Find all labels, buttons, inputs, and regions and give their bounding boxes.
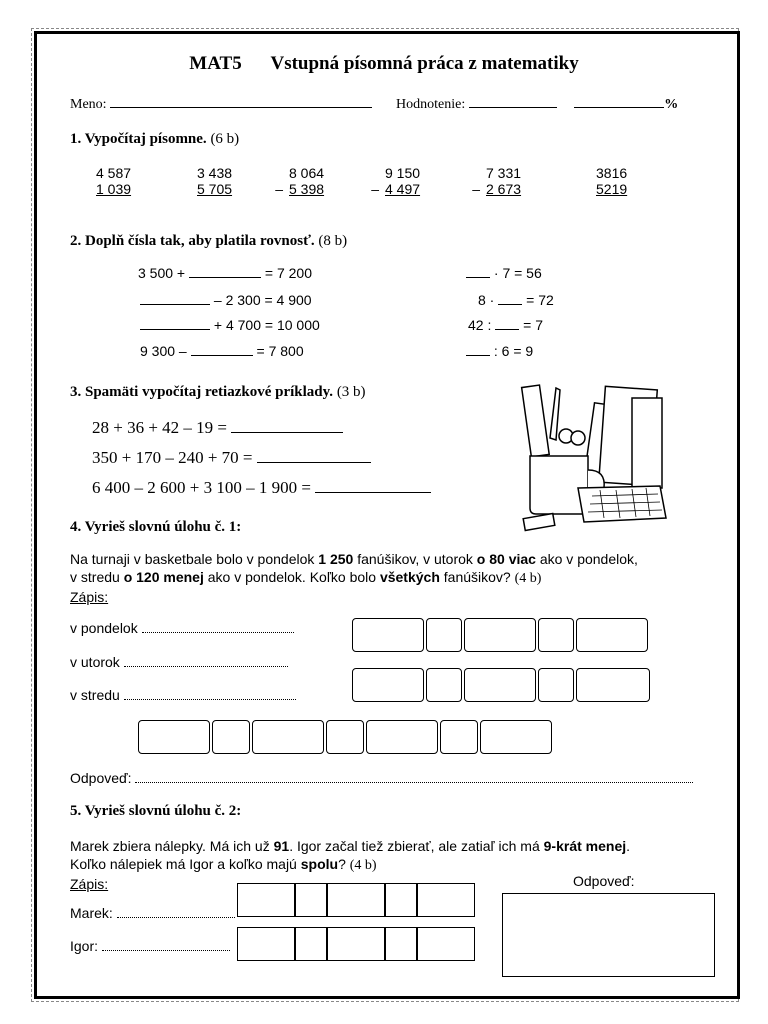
q1-operator: – (371, 181, 379, 197)
page-title (0, 53, 768, 75)
q5-zapis-label: Zápis: (70, 876, 109, 892)
answer-box[interactable] (464, 668, 536, 702)
q4-heading: 4. Vyrieš slovnú úlohu č. 1: (70, 519, 242, 535)
answer-box[interactable] (295, 883, 327, 917)
name-field[interactable] (70, 97, 372, 113)
q2-right-4[interactable]: : 6 = 9 (466, 343, 533, 359)
answer-box[interactable] (538, 668, 574, 702)
q1-operator: – (275, 181, 283, 197)
answer-box[interactable] (326, 720, 364, 754)
answer-box[interactable] (327, 927, 385, 961)
q4-answer-label: Odpoveď: (70, 770, 132, 786)
q5-answer-label: Odpoveď: (573, 873, 635, 889)
q5-heading: 5. Vyrieš slovnú úlohu č. 2: (70, 803, 242, 819)
answer-box[interactable] (237, 927, 295, 961)
answer-box[interactable] (417, 927, 475, 961)
q4-row-wednesday[interactable]: v stredu (70, 687, 296, 703)
q5-text: Marek zbiera nálepky. Má ich už 91. Igor začal tiež zbierať, ale zatiaľ ich má 9-krát menej. Koľko nálepiek má Igor a koľko majú spolu? (4 b) Zápis: (70, 838, 631, 892)
q5-answer-box[interactable] (502, 893, 715, 977)
q1-operand-bottom: 5 705 (197, 181, 233, 197)
answer-box[interactable] (366, 720, 438, 754)
chain-2[interactable]: 350 + 170 – 240 + 70 = (92, 448, 371, 468)
answer-box[interactable] (352, 668, 424, 702)
q1-operand-top: 3 438 (197, 165, 233, 181)
answer-box[interactable] (464, 618, 536, 652)
q5-row-igor[interactable]: Igor: (70, 938, 230, 954)
test-title: Vstupná písomná práca z matematiky (270, 53, 579, 74)
q4-box-row-2[interactable] (352, 668, 652, 702)
q4-zapis-label: Zápis: (70, 589, 109, 605)
q1-problem (275, 165, 325, 197)
answer-box[interactable] (327, 883, 385, 917)
q2-left-4[interactable]: 9 300 – = 7 800 (140, 343, 304, 359)
chain-3[interactable]: 6 400 – 2 600 + 3 100 – 1 900 = (92, 478, 431, 498)
q1-operator: – (472, 181, 480, 197)
q5-box-row-1[interactable] (237, 883, 475, 917)
answer-box[interactable] (440, 720, 478, 754)
q1-problem (472, 165, 522, 197)
q2-right-1[interactable]: · 7 = 56 (466, 265, 542, 281)
answer-box[interactable] (576, 668, 650, 702)
answer-box[interactable] (480, 720, 552, 754)
q2-right-3[interactable]: 42 : = 7 (468, 317, 543, 333)
answer-box[interactable] (352, 618, 424, 652)
q1-operand-bottom: – 4 497 (371, 181, 421, 197)
school-supplies-icon (520, 378, 670, 538)
answer-box[interactable] (576, 618, 648, 652)
q1-operand-top: 3816 (596, 165, 628, 181)
answer-box[interactable] (252, 720, 324, 754)
q1-problem (197, 165, 232, 197)
q5-row-marek[interactable]: Marek: (70, 905, 235, 921)
q1-operand-bottom: 5219 (596, 181, 628, 197)
chain-1[interactable]: 28 + 36 + 42 – 19 = (92, 418, 343, 438)
q1-problem (596, 165, 627, 197)
answer-box[interactable] (538, 618, 574, 652)
answer-box[interactable] (138, 720, 210, 754)
q4-row-tuesday[interactable]: v utorok (70, 654, 288, 670)
answer-box[interactable] (212, 720, 250, 754)
q4-row-monday[interactable]: v pondelok (70, 620, 294, 636)
grade-field[interactable] (396, 97, 678, 113)
q1-operand-bottom: 1 039 (96, 181, 132, 197)
q4-answer-line[interactable] (70, 770, 693, 786)
name-label: Meno: (70, 97, 107, 112)
q5-box-row-2[interactable] (237, 927, 475, 961)
answer-box[interactable] (385, 927, 417, 961)
answer-box[interactable] (295, 927, 327, 961)
q1-problem (96, 165, 131, 197)
q1-problem (371, 165, 421, 197)
q2-heading: 2. Doplň čísla tak, aby platila rovnosť. (8 b) (70, 233, 348, 249)
q1-operand-top: 9 150 (385, 165, 421, 181)
q4-box-row-1[interactable] (352, 618, 650, 652)
q1-heading: 1. Vypočítaj písomne. (6 b) (70, 131, 240, 147)
q1-operand-top: 7 331 (486, 165, 522, 181)
q2-left-1[interactable]: 3 500 + = 7 200 (138, 265, 312, 281)
percent-sign: % (664, 97, 679, 112)
q1-operand-top: 4 587 (96, 165, 132, 181)
answer-box[interactable] (426, 618, 462, 652)
q2-right-2[interactable]: 8 · = 72 (478, 292, 554, 308)
answer-box[interactable] (385, 883, 417, 917)
q1-operand-top: 8 064 (289, 165, 325, 181)
answer-box[interactable] (426, 668, 462, 702)
grade-label: Hodnotenie: (396, 97, 466, 112)
answer-box[interactable] (237, 883, 295, 917)
q1-operand-bottom: – 2 673 (472, 181, 522, 197)
q1-operand-bottom: – 5 398 (275, 181, 325, 197)
q3-heading: 3. Spamäti vypočítaj retiazkové príklady. (3 b) (70, 384, 366, 400)
q4-text: Na turnaji v basketbale bolo v pondelok 1 250 fanúšikov, v utorok o 80 viac ako v pondelok, v stredu o 120 menej ako v pondelok. Koľko bolo všetkých fanúšikov? (4 b) Zápis: (70, 551, 638, 605)
q2-left-2[interactable]: – 2 300 = 4 900 (140, 292, 312, 308)
answer-box[interactable] (417, 883, 475, 917)
course-code: MAT5 (189, 53, 242, 74)
q2-left-3[interactable]: + 4 700 = 10 000 (140, 317, 320, 333)
q4-box-row-3[interactable] (138, 720, 554, 754)
